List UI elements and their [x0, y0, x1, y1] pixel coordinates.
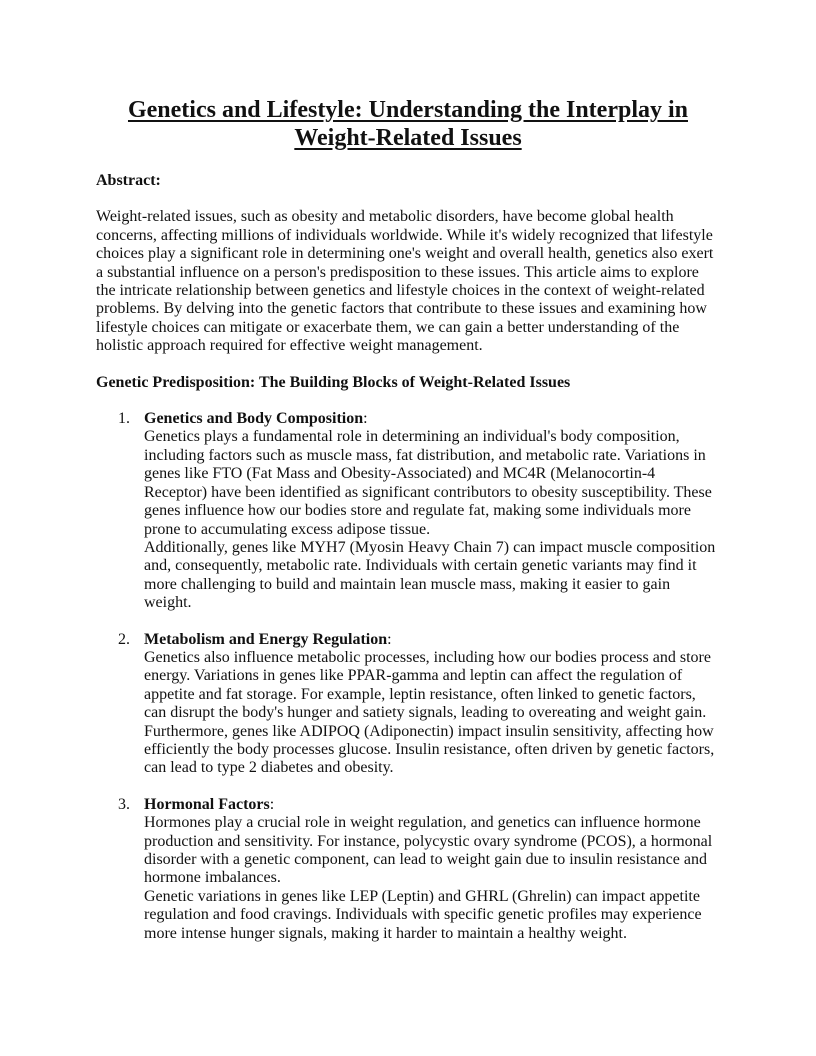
list-item-heading	[144, 631, 720, 649]
list-item-title: Genetics and Body Composition	[144, 410, 364, 428]
abstract-heading: Abstract:	[96, 172, 161, 189]
list-item-paragraph: Furthermore, genes like ADIPOQ (Adiponectin) impact insulin sensitivity, affecting how efficiently the body processes glucose. Insulin resistance, often driven by genetic factors, can lead to type 2 diabetes and obesity.	[144, 722, 715, 777]
list-item-number: 1.	[118, 410, 130, 428]
list-item-paragraph: Genetics plays a fundamental role in determining an individual's body composition, including factors such as muscle mass, fat distribution, and metabolic rate. Variations in genes like FTO (Fat Mass and Obesity-Associated) and MC4R (Melanocortin-4 Receptor) have been identified as significant contributors to obesity susceptibility. These genes influence how our bodies store and regulate fat, making some individuals more prone to accumulating excess adipose tissue.	[144, 428, 712, 538]
abstract-paragraph: Weight-related issues, such as obesity and metabolic disorders, have become global health concerns, affecting millions of individuals worldwide. While it's widely recognized that lifestyle choices play a significant role in determining one's weight and overall health, genetics also exert a substantial influence on a person's predisposition to these issues. This article aims to explore the intricate relationship between genetics and lifestyle choices in the context of weight-related problems. By delving into the genetic factors that contribute to these issues and examining how lifestyle choices can mitigate or exacerbate them, we can gain a better understanding of the holistic approach required for effective weight management.	[96, 208, 714, 355]
list-item-body-composition	[96, 410, 720, 612]
document-title: Genetics and Lifestyle: Understanding the Interplay in Weight-Related Issues	[127, 97, 688, 151]
list-item-number: 3.	[118, 795, 130, 813]
list-item-heading	[144, 410, 720, 428]
document-page	[96, 96, 720, 961]
list-item-paragraph: Genetics also influence metabolic processes, including how our bodies process and store energy. Variations in genes like PPAR-gamma and leptin can affect the regulation of appetite and fat storage. For example, leptin resistance, often linked to genetic factors, can disrupt the body's hunger and satiety signals, leading to overeating and weight gain.	[144, 648, 711, 722]
list-item-hormonal-factors	[96, 796, 720, 943]
list-item-title-colon: :	[269, 795, 275, 813]
list-item-metabolism	[96, 631, 720, 778]
list-item-title-colon: :	[387, 630, 392, 648]
list-item-paragraph: Additionally, genes like MYH7 (Myosin Heavy Chain 7) can impact muscle composition and, consequently, metabolic rate. Individuals with certain genetic variants may find it more challenging to build and maintain lean muscle mass, making it easier to gain weight.	[144, 538, 716, 612]
list-item-paragraph: Genetic variations in genes like LEP (Leptin) and GHRL (Ghrelin) can impact appetite regulation and food cravings. Individuals with specific genetic profiles may experience more intense hunger signals, making it harder to maintain a healthy weight.	[144, 887, 702, 942]
list-item-title-colon: :	[363, 410, 368, 428]
list-item-title: Metabolism and Energy Regulation	[144, 630, 388, 648]
list-item-heading	[144, 796, 720, 814]
numbered-list	[96, 410, 720, 943]
list-item-title: Hormonal Factors	[144, 795, 270, 813]
list-item-number: 2.	[118, 630, 130, 648]
list-item-paragraph: Hormones play a crucial role in weight regulation, and genetics can influence hormone production and sensitivity. For instance, polycystic ovary syndrome (PCOS), a hormonal disorder with a genetic component, can lead to weight gain due to insulin resistance and hormone imbalances.	[144, 814, 713, 887]
section-heading-genetic-predisposition: Genetic Predisposition: The Building Blocks of Weight-Related Issues	[96, 373, 571, 391]
